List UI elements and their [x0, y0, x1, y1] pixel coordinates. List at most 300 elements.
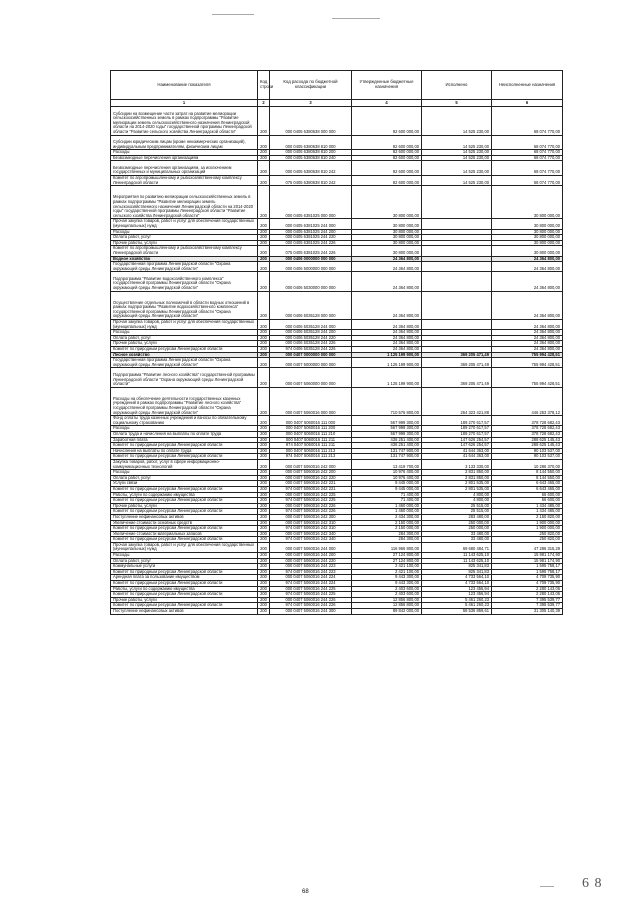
- row-approved-cell: 30 800 000,00: [352, 229, 422, 235]
- row-approved-cell: 12 856 800,00: [352, 597, 422, 603]
- row-unexecuted-cell: 10 286 370,00: [492, 459, 563, 469]
- row-unexecuted-cell: 378 728 682,43: [492, 416, 563, 426]
- row-unexecuted-cell: 30 800 000,00: [492, 235, 563, 241]
- row-budget-code-cell: 974 0407 5060016 111 211: [270, 443, 352, 449]
- row-name-cell: Прочие работы, услуги: [111, 341, 258, 347]
- row-budget-code-cell: 974 0407 5060016 242 340: [270, 537, 352, 543]
- row-line-code-cell: 200: [258, 481, 270, 487]
- row-line-code-cell: 200: [258, 520, 270, 526]
- row-executed-cell: 33 480,00: [422, 531, 492, 537]
- row-approved-cell: 1 125 199 900,00: [352, 358, 422, 368]
- page-number: 68: [302, 889, 309, 895]
- row-budget-code-cell: 974 0407 5060016 242 226: [270, 509, 352, 515]
- row-budget-code-cell: 000 0405 6380638 000 000: [270, 107, 352, 136]
- row-unexecuted-cell: 30 800 000,00: [492, 219, 563, 229]
- row-line-code-cell: 200: [258, 609, 270, 615]
- table-row: [111, 459, 563, 469]
- row-name-cell: Поступление нефинансовых активов: [111, 609, 258, 615]
- column-number: 2: [258, 100, 270, 107]
- row-executed-cell: 189 270 617,57: [422, 426, 492, 432]
- row-executed-cell: 69 680 484,71: [422, 542, 492, 552]
- row-name-cell: Комитет по природным ресурсам Ленинградской области: [111, 569, 258, 575]
- row-approved-cell: 567 999 300,00: [352, 416, 422, 426]
- budget-execution-table: [110, 70, 563, 615]
- row-executed-cell: 825 341,83: [422, 569, 492, 575]
- column-number: 5: [422, 100, 492, 107]
- row-approved-cell: 9 443 300,00: [352, 575, 422, 581]
- header-indicator-name: Наименование показателя: [111, 71, 258, 100]
- row-name-cell: Комитет по природным ресурсам Ленинградской области: [111, 603, 258, 609]
- row-unexecuted-cell: 24 364 800,00: [492, 347, 563, 353]
- row-name-cell: Комитет по агропромышленному и рыбохозяйственному комплексу Ленинградской области: [111, 176, 258, 186]
- scan-artifact: [540, 886, 554, 887]
- row-executed-cell: [422, 246, 492, 256]
- row-approved-cell: 10 976 400,00: [352, 475, 422, 481]
- row-approved-cell: 2 421 100,00: [352, 569, 422, 575]
- row-approved-cell: 24 364 800,00: [352, 330, 422, 336]
- row-executed-cell: 58 536 859,61: [422, 609, 492, 615]
- row-unexecuted-cell: 1 434 485,00: [492, 509, 563, 515]
- row-name-cell: Расходы: [111, 553, 258, 559]
- row-unexecuted-cell: 47 286 315,29: [492, 542, 563, 552]
- row-line-code-cell: 200: [258, 335, 270, 341]
- row-name-cell: Прочая закупка товаров, работ и услуг для обеспечения государственных (муниципальных) нужд: [111, 320, 258, 330]
- row-line-code-cell: 200: [258, 291, 270, 320]
- row-unexecuted-cell: 24 364 800,00: [492, 320, 563, 330]
- row-budget-code-cell: 000 0407 5060016 111 200: [270, 426, 352, 432]
- row-unexecuted-cell: 755 994 428,51: [492, 358, 563, 368]
- row-budget-code-cell: 075 0405 6381025 244 226: [270, 246, 352, 256]
- row-unexecuted-cell: 2 280 143,06: [492, 586, 563, 592]
- row-executed-cell: 369 205 471,49: [422, 368, 492, 387]
- column-number: 1: [111, 100, 258, 107]
- row-executed-cell: 5 461 260,23: [422, 597, 492, 603]
- row-executed-cell: 14 525 230,00: [422, 155, 492, 161]
- table-row: [111, 542, 563, 552]
- row-line-code-cell: 200: [258, 486, 270, 492]
- row-line-code-cell: 200: [258, 432, 270, 438]
- row-name-cell: Водное хозяйство: [111, 256, 258, 262]
- row-line-code-cell: 200: [258, 526, 270, 532]
- row-approved-cell: 24 364 800,00: [352, 256, 422, 262]
- header-line-code: Код строки: [258, 71, 270, 100]
- row-name-cell: Работы, услуги по содержанию имущества: [111, 586, 258, 592]
- row-line-code-cell: 200: [258, 597, 270, 603]
- row-line-code-cell: 200: [258, 368, 270, 387]
- row-unexecuted-cell: 4 709 735,90: [492, 575, 563, 581]
- row-executed-cell: 825 341,83: [422, 564, 492, 570]
- row-name-cell: Комитет по агропромышленному и рыбохозяйственному комплексу Ленинградской области: [111, 246, 258, 256]
- row-unexecuted-cell: 15 981 174,90: [492, 553, 563, 559]
- row-approved-cell: 13 419 700,00: [352, 459, 422, 469]
- row-name-cell: Увеличение стоимости материальных запасов: [111, 531, 258, 537]
- row-name-cell: Прочая закупка товаров, работ и услуг для обеспечения государственных (муниципальных) нужд: [111, 542, 258, 552]
- row-budget-code-cell: 974 0407 5060016 242 221: [270, 486, 352, 492]
- row-name-cell: Коммунальные услуги: [111, 564, 258, 570]
- row-budget-code-cell: 974 0407 5060016 111 213: [270, 454, 352, 460]
- row-name-cell: Комитет по природным ресурсам Ленинградской области: [111, 592, 258, 598]
- row-unexecuted-cell: 1 434 485,00: [492, 503, 563, 509]
- row-name-cell: Субсидии на возмещение части затрат на развитие мелиорации сельскохозяйственных земель в рамках подпрограммы "Развитие мелиорации земель сельскохозяйственного назначения Ленинградской области на 2014-2020 годы" государственной программы Ленинградской области "Развитие сельского хозяйства Ленинградской области": [111, 107, 258, 136]
- row-unexecuted-cell: 30 800 000,00: [492, 246, 563, 256]
- row-line-code-cell: 200: [258, 341, 270, 347]
- row-approved-cell: 30 800 000,00: [352, 246, 422, 256]
- row-approved-cell: 1 460 000,00: [352, 509, 422, 515]
- row-line-code-cell: 200: [258, 330, 270, 336]
- row-approved-cell: 82 600 000,00: [352, 135, 422, 150]
- row-budget-code-cell: 000 0407 5060016 242 220: [270, 475, 352, 481]
- row-approved-cell: 710 576 800,00: [352, 387, 422, 416]
- row-approved-cell: 30 800 000,00: [352, 240, 422, 246]
- row-approved-cell: 30 800 000,00: [352, 186, 422, 219]
- row-budget-code-cell: 000 0406 5000000 000 000: [270, 262, 352, 272]
- row-unexecuted-cell: 24 364 800,00: [492, 291, 563, 320]
- row-budget-code-cell: 000 0407 0000000 000 000: [270, 352, 352, 358]
- row-line-code-cell: 200: [258, 186, 270, 219]
- row-budget-code-cell: 000 0406 5035128 244 226: [270, 341, 352, 347]
- row-unexecuted-cell: 68 074 770,00: [492, 150, 563, 156]
- row-budget-code-cell: 974 0407 5060016 244 226: [270, 603, 352, 609]
- row-executed-cell: [422, 291, 492, 320]
- row-unexecuted-cell: 66 600,00: [492, 492, 563, 498]
- row-unexecuted-cell: 288 625 145,43: [492, 437, 563, 443]
- table-row: [111, 135, 563, 150]
- row-line-code-cell: 200: [258, 235, 270, 241]
- row-unexecuted-cell: 68 074 770,00: [492, 161, 563, 176]
- row-unexecuted-cell: 7 395 539,77: [492, 597, 563, 603]
- row-name-cell: Лесное хозяйство: [111, 352, 258, 358]
- table-row: [111, 368, 563, 387]
- row-approved-cell: 567 999 300,00: [352, 432, 422, 438]
- row-budget-code-cell: 000 0407 5000000 000 000: [270, 358, 352, 368]
- row-budget-code-cell: 000 0407 5060016 242 226: [270, 503, 352, 509]
- row-line-code-cell: 200: [258, 150, 270, 156]
- row-executed-cell: 33 480,00: [422, 537, 492, 543]
- row-budget-code-cell: 000 0407 5060016 111 000: [270, 416, 352, 426]
- row-line-code-cell: 200: [258, 537, 270, 543]
- row-budget-code-cell: 000 0405 6381025 244 200: [270, 229, 352, 235]
- row-name-cell: Мероприятия по развитию мелиорации сельскохозяйственных земель в рамках подпрограммы "Развитие мелиорации земель сельскохозяйственного назначения Ленинградской области на 2014-2020 годы" государственной программы Ленинградской области "Развитие сельского хозяйства Ленинградской области": [111, 186, 258, 219]
- row-budget-code-cell: 000 0407 5060000 000 000: [270, 368, 352, 387]
- row-unexecuted-cell: 446 253 378,12: [492, 387, 563, 416]
- row-executed-cell: [422, 320, 492, 330]
- row-line-code-cell: 200: [258, 448, 270, 454]
- handwritten-page-number: 6 8: [582, 876, 603, 891]
- row-unexecuted-cell: 30 800 000,00: [492, 240, 563, 246]
- row-line-code-cell: 200: [258, 107, 270, 136]
- row-unexecuted-cell: 68 074 770,00: [492, 107, 563, 136]
- row-approved-cell: 24 364 800,00: [352, 347, 422, 353]
- row-name-cell: Прочие работы, услуги: [111, 503, 258, 509]
- row-line-code-cell: 200: [258, 558, 270, 564]
- row-approved-cell: 82 600 000,00: [352, 155, 422, 161]
- row-budget-code-cell: 000 0407 5060016 244 224: [270, 575, 352, 581]
- row-approved-cell: 24 364 800,00: [352, 272, 422, 291]
- row-budget-code-cell: 000 0406 5035128 244 200: [270, 330, 352, 336]
- table-row: [111, 358, 563, 368]
- row-unexecuted-cell: 90 103 537,00: [492, 448, 563, 454]
- row-unexecuted-cell: 755 994 428,51: [492, 352, 563, 358]
- row-name-cell: Государственная программа Ленинградской области "Охрана окружающей среды Ленинградской области": [111, 358, 258, 368]
- row-name-cell: Оплата труда и начисления на выплаты по оплате труда: [111, 432, 258, 438]
- row-executed-cell: 2 831 850,00: [422, 470, 492, 476]
- row-budget-code-cell: 000 0405 6381025 244 000: [270, 219, 352, 229]
- row-approved-cell: 9 445 000,00: [352, 486, 422, 492]
- row-unexecuted-cell: 2 150 820,00: [492, 514, 563, 520]
- row-line-code-cell: 200: [258, 564, 270, 570]
- table-row: [111, 320, 563, 330]
- row-executed-cell: 369 205 471,49: [422, 358, 492, 368]
- row-budget-code-cell: 000 0407 5060016 242 225: [270, 492, 352, 498]
- row-name-cell: Осуществление отдельных полномочий в области водных отношений в рамках подпрограммы "Развитие водохозяйственного комплекса" государственной программы Ленинградской области "Охрана окружающей среды Ленинградской области": [111, 291, 258, 320]
- row-line-code-cell: 200: [258, 416, 270, 426]
- row-approved-cell: 2 434 300,00: [352, 514, 422, 520]
- row-line-code-cell: 200: [258, 514, 270, 520]
- row-name-cell: Работы, услуги по содержанию имущества: [111, 492, 258, 498]
- row-name-cell: Безвозмездные перечисления организациям, за исключением государственных и муниципальных организаций: [111, 161, 258, 176]
- row-approved-cell: 2 421 100,00: [352, 564, 422, 570]
- row-line-code-cell: 200: [258, 262, 270, 272]
- row-approved-cell: 1 460 000,00: [352, 503, 422, 509]
- row-executed-cell: 2 831 850,00: [422, 475, 492, 481]
- row-unexecuted-cell: 378 728 682,43: [492, 432, 563, 438]
- row-unexecuted-cell: 1 595 758,17: [492, 564, 563, 570]
- row-name-cell: Оплата работ, услуг: [111, 475, 258, 481]
- row-executed-cell: [422, 272, 492, 291]
- row-budget-code-cell: 974 0407 5060016 244 225: [270, 592, 352, 598]
- row-approved-cell: 284 300,00: [352, 537, 422, 543]
- row-budget-code-cell: 000 0407 5060016 244 225: [270, 586, 352, 592]
- column-number: 6: [492, 100, 563, 107]
- row-executed-cell: 189 270 617,57: [422, 416, 492, 426]
- row-executed-cell: [422, 186, 492, 219]
- row-unexecuted-cell: 30 800 000,00: [492, 229, 563, 235]
- row-budget-code-cell: 000 0405 6380638 810 200: [270, 150, 352, 156]
- row-budget-code-cell: 000 0407 5060016 242 340: [270, 531, 352, 537]
- row-name-cell: Комитет по природным ресурсам Ленинградской области: [111, 526, 258, 532]
- row-budget-code-cell: 000 0407 5060016 111 213: [270, 448, 352, 454]
- table-row: [111, 416, 563, 426]
- row-approved-cell: 24 364 800,00: [352, 291, 422, 320]
- row-executed-cell: 147 626 254,57: [422, 437, 492, 443]
- table-row: [111, 176, 563, 186]
- header-executed: Исполнено: [422, 71, 492, 100]
- row-approved-cell: 82 600 000,00: [352, 107, 422, 136]
- header-approved: Утвержденные бюджетные назначения: [352, 71, 422, 100]
- row-approved-cell: 436 251 400,00: [352, 443, 422, 449]
- row-name-cell: Закупка товаров, работ, услуг в сфере информационно-коммуникационных технологий: [111, 459, 258, 469]
- row-approved-cell: 89 842 000,00: [352, 609, 422, 615]
- row-name-cell: Арендная плата за пользование имуществом: [111, 575, 258, 581]
- header-budget-code: Код расхода по бюджетной классификации: [270, 71, 352, 100]
- row-name-cell: Государственная программа Ленинградской области "Охрана окружающей среды Ленинградской области": [111, 262, 258, 272]
- row-line-code-cell: 200: [258, 387, 270, 416]
- row-name-cell: Подпрограмма "Развитие водохозяйственного комплекса" государственной программы Ленинградской области "Охрана окружающей среды Ленинградской области": [111, 272, 258, 291]
- row-name-cell: Оплата работ, услуг: [111, 335, 258, 341]
- row-name-cell: Комитет по природным ресурсам Ленинградской области: [111, 581, 258, 587]
- row-line-code-cell: 200: [258, 569, 270, 575]
- row-budget-code-cell: 974 0407 5060016 242 310: [270, 526, 352, 532]
- row-executed-cell: 4 800,00: [422, 492, 492, 498]
- row-approved-cell: 436 251 400,00: [352, 437, 422, 443]
- row-line-code-cell: 200: [258, 470, 270, 476]
- row-budget-code-cell: 000 0406 0000000 000 000: [270, 256, 352, 262]
- row-name-cell: Расходы: [111, 229, 258, 235]
- row-budget-code-cell: 974 0407 5060016 244 224: [270, 581, 352, 587]
- column-number: 3: [270, 100, 352, 107]
- row-executed-cell: 123 456,94: [422, 586, 492, 592]
- row-approved-cell: 284 300,00: [352, 531, 422, 537]
- row-line-code-cell: 200: [258, 553, 270, 559]
- row-approved-cell: 116 966 800,00: [352, 542, 422, 552]
- row-name-cell: Прочие работы, услуги: [111, 597, 258, 603]
- row-budget-code-cell: 974 0407 5060016 244 223: [270, 569, 352, 575]
- row-line-code-cell: 200: [258, 603, 270, 609]
- row-unexecuted-cell: 24 364 800,00: [492, 272, 563, 291]
- row-approved-cell: 24 364 800,00: [352, 341, 422, 347]
- row-unexecuted-cell: 4 709 735,90: [492, 581, 563, 587]
- row-executed-cell: [422, 219, 492, 229]
- row-budget-code-cell: 000 0407 5060016 244 300: [270, 609, 352, 615]
- row-approved-cell: 12 856 800,00: [352, 603, 422, 609]
- row-unexecuted-cell: 24 364 800,00: [492, 335, 563, 341]
- row-unexecuted-cell: 1 595 758,17: [492, 569, 563, 575]
- row-line-code-cell: 200: [258, 352, 270, 358]
- row-budget-code-cell: 000 0407 5060016 111 210: [270, 432, 352, 438]
- row-line-code-cell: 200: [258, 542, 270, 552]
- row-name-cell: Расходы: [111, 330, 258, 336]
- row-approved-cell: 2 150 000,00: [352, 520, 422, 526]
- row-budget-code-cell: 000 0407 5060016 244 000: [270, 542, 352, 552]
- row-approved-cell: 1 125 199 900,00: [352, 368, 422, 387]
- row-budget-code-cell: 000 0407 5060016 244 200: [270, 553, 352, 559]
- row-unexecuted-cell: 15 981 174,90: [492, 558, 563, 564]
- row-budget-code-cell: 000 0406 5035128 000 000: [270, 291, 352, 320]
- row-unexecuted-cell: 288 625 145,43: [492, 443, 563, 449]
- row-line-code-cell: 200: [258, 531, 270, 537]
- row-name-cell: Расходы на обеспечение деятельности государственных казенных учреждений в рамках подпрограммы "Развитие лесного хозяйства" государственной программы Ленинградской области "Охрана окружающей среды Ленинградской области": [111, 387, 258, 416]
- row-unexecuted-cell: 24 364 800,00: [492, 330, 563, 336]
- row-approved-cell: 2 150 000,00: [352, 526, 422, 532]
- row-approved-cell: 24 364 800,00: [352, 320, 422, 330]
- row-unexecuted-cell: 68 074 770,00: [492, 135, 563, 150]
- row-name-cell: Подпрограмма "Развитие лесного хозяйства" государственной программы Ленинградской области "Охрана окружающей среды Ленинградской области": [111, 368, 258, 387]
- row-executed-cell: 369 205 471,49: [422, 352, 492, 358]
- row-line-code-cell: 200: [258, 256, 270, 262]
- row-budget-code-cell: 000 0405 6381025 000 000: [270, 186, 352, 219]
- row-line-code-cell: 200: [258, 358, 270, 368]
- table-row: [111, 291, 563, 320]
- row-line-code-cell: 200: [258, 155, 270, 161]
- row-name-cell: Комитет по природным ресурсам Ленинградской области: [111, 443, 258, 449]
- row-unexecuted-cell: 6 643 465,00: [492, 481, 563, 487]
- row-budget-code-cell: 000 0405 6381025 244 220: [270, 235, 352, 241]
- row-line-code-cell: 200: [258, 229, 270, 235]
- row-budget-code-cell: 000 0406 5035128 244 220: [270, 335, 352, 341]
- row-approved-cell: 82 600 000,00: [352, 161, 422, 176]
- row-unexecuted-cell: 24 364 800,00: [492, 341, 563, 347]
- row-name-cell: Расходы: [111, 150, 258, 156]
- scan-artifact: [212, 14, 254, 15]
- row-name-cell: Начисления на выплаты по оплате труда: [111, 448, 258, 454]
- row-name-cell: Прочие работы, услуги: [111, 240, 258, 246]
- row-approved-cell: 30 800 000,00: [352, 235, 422, 241]
- row-unexecuted-cell: 6 643 465,00: [492, 486, 563, 492]
- table-row: [111, 107, 563, 136]
- row-name-cell: Расходы: [111, 426, 258, 432]
- row-name-cell: Расходы: [111, 470, 258, 476]
- table-row: [111, 272, 563, 291]
- row-budget-code-cell: 000 0407 5060016 242 310: [270, 520, 352, 526]
- row-approved-cell: 27 124 800,00: [352, 558, 422, 564]
- row-name-cell: Оплата работ, услуг: [111, 558, 258, 564]
- scan-artifact: [332, 18, 380, 19]
- row-approved-cell: 24 364 800,00: [352, 335, 422, 341]
- row-unexecuted-cell: 90 103 537,00: [492, 454, 563, 460]
- row-approved-cell: 82 600 000,00: [352, 150, 422, 156]
- row-executed-cell: 14 525 230,00: [422, 150, 492, 156]
- row-unexecuted-cell: 755 994 428,51: [492, 368, 563, 387]
- row-name-cell: Комитет по природным ресурсам Ленинградской области: [111, 498, 258, 504]
- row-approved-cell: 27 124 800,00: [352, 553, 422, 559]
- row-unexecuted-cell: 68 074 770,00: [492, 176, 563, 186]
- row-budget-code-cell: 000 0407 5060016 244 223: [270, 564, 352, 570]
- row-budget-code-cell: 000 0405 6380638 810 000: [270, 135, 352, 150]
- row-executed-cell: 11 143 625,10: [422, 553, 492, 559]
- row-budget-code-cell: 000 0407 5060016 111 211: [270, 437, 352, 443]
- row-approved-cell: 2 403 600,00: [352, 586, 422, 592]
- row-unexecuted-cell: 68 074 770,00: [492, 155, 563, 161]
- row-executed-cell: 4 733 564,10: [422, 581, 492, 587]
- row-budget-code-cell: 000 0405 6380638 810 242: [270, 161, 352, 176]
- row-unexecuted-cell: 378 728 682,43: [492, 426, 563, 432]
- row-name-cell: Комитет по природным ресурсам Ленинградской области: [111, 347, 258, 353]
- row-line-code-cell: 200: [258, 503, 270, 509]
- row-name-cell: Увеличение стоимости основных средств: [111, 520, 258, 526]
- row-line-code-cell: 200: [258, 509, 270, 515]
- row-name-cell: Безвозмездные перечисления организациям: [111, 155, 258, 161]
- row-executed-cell: 3 133 330,00: [422, 459, 492, 469]
- table-row: [111, 387, 563, 416]
- column-number-row: [111, 100, 563, 107]
- row-executed-cell: 123 456,94: [422, 592, 492, 598]
- row-unexecuted-cell: 250 820,00: [492, 531, 563, 537]
- row-executed-cell: 250 000,00: [422, 526, 492, 532]
- row-budget-code-cell: 000 0407 5060016 242 200: [270, 470, 352, 476]
- row-unexecuted-cell: 30 800 000,00: [492, 186, 563, 219]
- row-executed-cell: 189 270 617,57: [422, 432, 492, 438]
- row-approved-cell: 131 747 900,00: [352, 454, 422, 460]
- row-budget-code-cell: 000 0407 5060016 000 000: [270, 387, 352, 416]
- table-row: [111, 219, 563, 229]
- row-line-code-cell: 200: [258, 443, 270, 449]
- table-body: [111, 107, 563, 615]
- report-sheet: [110, 70, 562, 615]
- row-approved-cell: 9 445 000,00: [352, 481, 422, 487]
- row-executed-cell: 147 626 254,57: [422, 443, 492, 449]
- row-name-cell: Заработная плата: [111, 437, 258, 443]
- row-line-code-cell: 200: [258, 592, 270, 598]
- row-executed-cell: 41 644 363,00: [422, 454, 492, 460]
- row-name-cell: Комитет по природным ресурсам Ленинградской области: [111, 537, 258, 543]
- row-budget-code-cell: 000 0405 6380638 810 240: [270, 155, 352, 161]
- row-name-cell: Комитет по природным ресурсам Ленинградской области: [111, 486, 258, 492]
- row-name-cell: Прочая закупка товаров, работ и услуг для обеспечения государственных (муниципальных) нужд: [111, 219, 258, 229]
- row-executed-cell: 250 000,00: [422, 520, 492, 526]
- row-budget-code-cell: 000 0406 5035128 244 000: [270, 320, 352, 330]
- row-unexecuted-cell: 7 395 539,77: [492, 603, 563, 609]
- row-approved-cell: 9 443 300,00: [352, 581, 422, 587]
